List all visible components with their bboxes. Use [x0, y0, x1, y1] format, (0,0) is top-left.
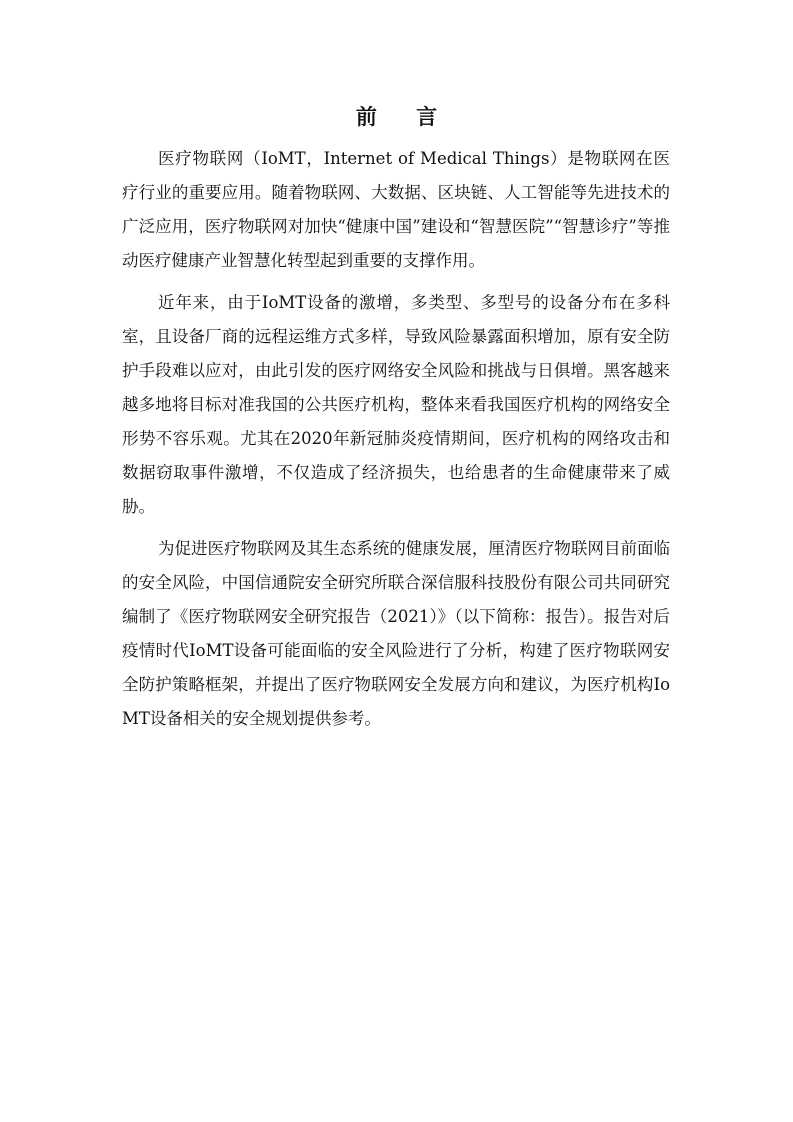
body-text	[122, 142, 670, 744]
paragraph-report: 为促进医疗物联网及其生态系统的健康发展，厘清医疗物联网目前面临的安全风险，中国信通院安全研究所联合深信服科技股份有限公司共同研究编制了《医疗物联网安全研究报告（2021）》（以下简称：报告）。报告对后疫情时代IoMT设备可能面临的安全风险进行了分析，构建了医疗物联网安全防护策略框架，并提出了医疗物联网安全发展方向和建议，为医疗机构IoMT设备相关的安全规划提供参考。	[122, 539, 670, 728]
page-title: 前 言	[355, 104, 454, 129]
paragraph-intro: 医疗物联网（IoMT，Internet of Medical Things）是物联网在医疗行业的重要应用。随着物联网、大数据、区块链、人工智能等先进技术的广泛应用，医疗物联网对加快“健康中国”建设和“智慧医院”“智慧诊疗”等推动医疗健康产业智慧化转型起到重要的支撑作用。	[122, 149, 670, 270]
paragraph-risks: 近年来，由于IoMT设备的激增，多类型、多型号的设备分布在多科室，且设备厂商的远程运维方式多样，导致风险暴露面积增加，原有安全防护手段难以应对，由此引发的医疗网络安全风险和挑战与日俱增。黑客越来越多地将目标对准我国的公共医疗机构，整体来看我国医疗机构的网络安全形势不容乐观。尤其在2020年新冠肺炎疫情期间，医疗机构的网络攻击和数据窃取事件激增，不仅造成了经济损失，也给患者的生命健康带来了威胁。	[122, 293, 670, 516]
